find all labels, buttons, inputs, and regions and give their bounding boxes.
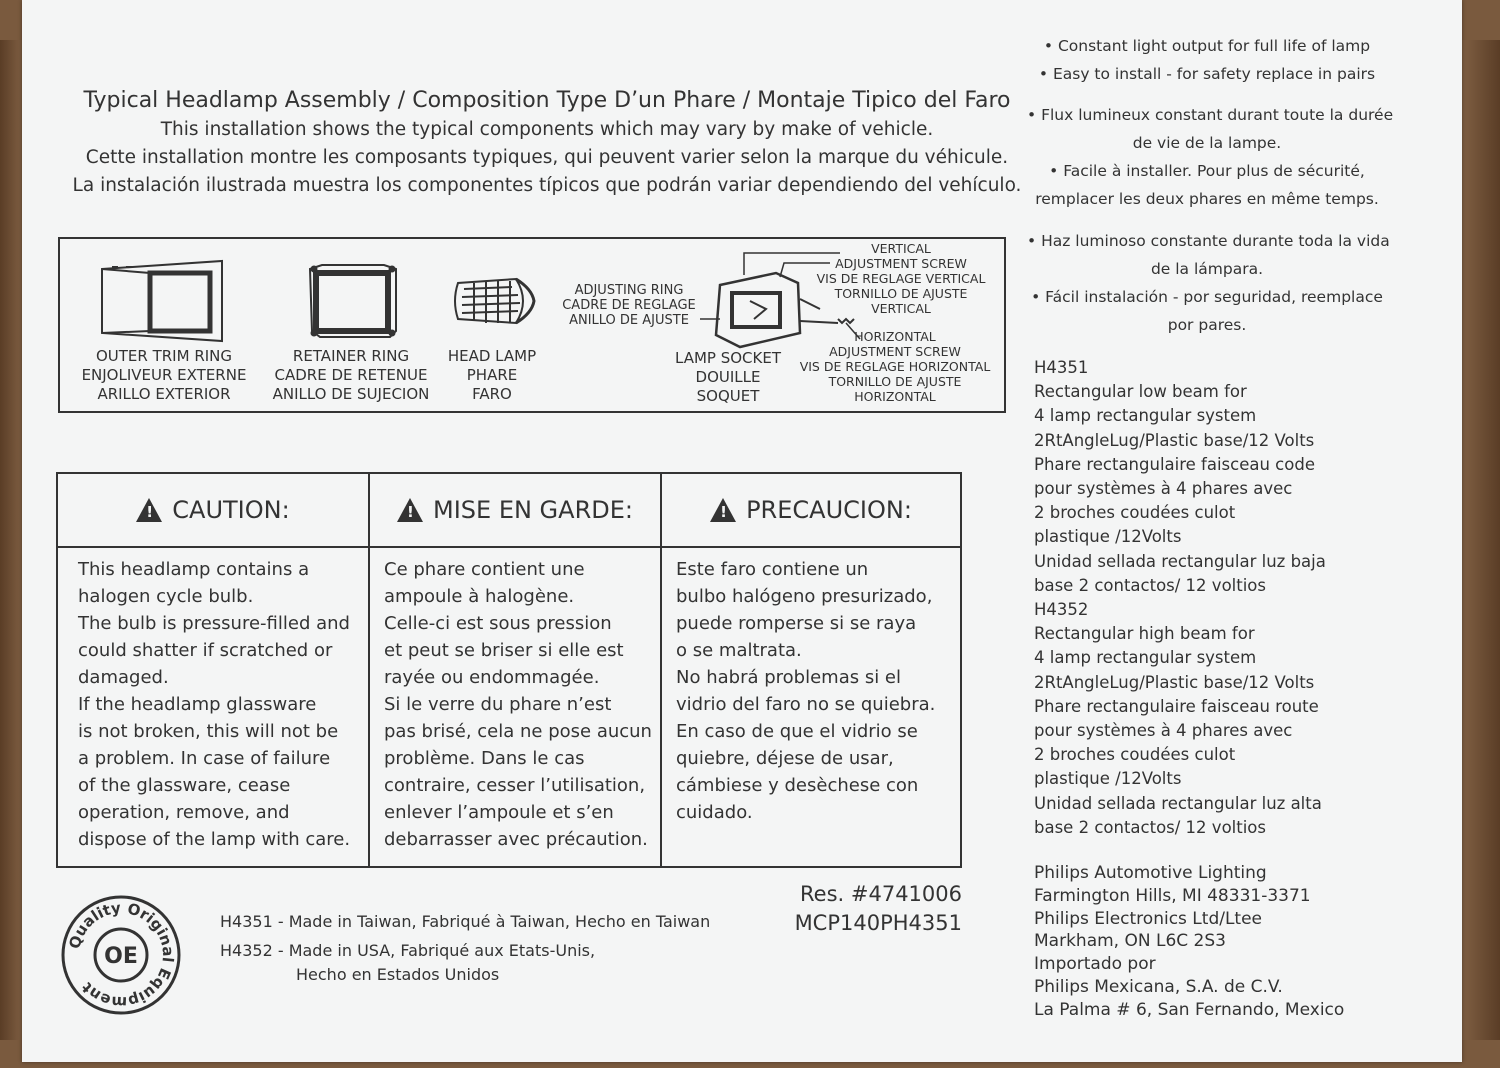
spec-line: Unidad sellada rectangular luz alta — [1034, 793, 1322, 813]
label-line: HORIZONTAL — [854, 329, 936, 344]
label-adjusting-ring — [554, 283, 704, 328]
caution-table — [56, 472, 962, 868]
intro-es: La instalación ilustrada muestra los componentes típicos que podrán variar dependiendo del vehículo. — [72, 175, 1022, 196]
features-fr — [1027, 101, 1394, 213]
caution-line: puede romperse si se raya — [676, 613, 917, 634]
caution-line: damaged. — [78, 667, 169, 688]
address-line: Philips Electronics Ltd/Ltee — [1034, 908, 1263, 929]
label-line: ARILLO EXTERIOR — [97, 385, 231, 403]
spec-line: base 2 contactos/ 12 voltios — [1034, 817, 1266, 837]
caution-title-es: PRECAUCION: — [746, 496, 912, 524]
feature-line: de la lámpara. — [1150, 260, 1264, 278]
address-line: Philips Automotive Lighting — [1034, 863, 1267, 883]
manufacturer-address — [1034, 862, 1344, 1022]
label-line: DOUILLE — [695, 368, 761, 386]
caution-line: could shatter if scratched or — [78, 640, 333, 661]
spec-line: 2 broches coudées culot — [1034, 745, 1236, 765]
caution-line: Si le verre du phare n’est — [384, 694, 612, 715]
label-line: ANILLO DE SUJECION — [272, 385, 430, 403]
feature-line: • Easy to install - for safety replace in pairs — [1038, 65, 1376, 83]
caution-heading-fr — [370, 474, 660, 548]
label-line: FARO — [472, 385, 512, 403]
caution-heading-en — [58, 474, 368, 548]
label-line: PHARE — [466, 366, 518, 384]
caution-line: This headlamp contains a — [78, 559, 310, 580]
label-line: VERTICAL — [871, 241, 931, 256]
spec-line: 4 lamp rectangular system — [1034, 406, 1257, 426]
head-lamp-drawing — [455, 279, 534, 323]
caution-line: debarrasser avec précaution. — [384, 829, 648, 850]
address-line: La Palma # 6, San Fernando, Mexico — [1034, 999, 1345, 1020]
caution-line: Ce phare contient une — [384, 559, 585, 580]
address-line: Markham, ON L6C 2S3 — [1034, 931, 1226, 952]
spec-list — [1034, 356, 1326, 840]
page-title: Typical Headlamp Assembly / Composition Type D’un Phare / Montaje Tipico del Faro — [83, 88, 1011, 113]
caution-line: cámbiese y desèchese con — [676, 775, 919, 796]
features-es — [1027, 227, 1390, 339]
label-outer-trim-ring — [66, 347, 262, 404]
caution-line: of the glassware, cease — [78, 775, 291, 796]
caution-heading-es — [662, 474, 960, 548]
caution-line: contraire, cesser l’utilisation, — [384, 775, 646, 796]
feature-line: • Fácil instalación - por seguridad, reemplace — [1031, 288, 1383, 306]
features-en — [1027, 32, 1387, 88]
label-horizontal-screw — [792, 329, 998, 404]
caution-col-en — [58, 474, 368, 866]
spec-line: Phare rectangulaire faisceau code — [1034, 454, 1315, 474]
caution-line: o se maltrata. — [676, 640, 802, 661]
seal-ring-text: Quality Original Equipment — [65, 898, 178, 1012]
made-in-h4351: H4351 - Made in Taiwan, Fabriqué à Taiwan, Hecho en Taiwan — [220, 912, 711, 931]
spec-line: H4352 — [1034, 600, 1089, 620]
caution-line: Este faro contiene un — [676, 559, 869, 580]
label-line: TORNILLO DE AJUSTE — [828, 374, 962, 389]
spec-line: H4351 — [1034, 358, 1089, 377]
made-in-h4352: H4352 - Made in USA, Fabriqué aux Etats-Unis, — [220, 941, 596, 960]
spec-line: 4 lamp rectangular system — [1034, 648, 1257, 668]
label-line: LAMP SOCKET — [675, 349, 781, 367]
label-line: ANILLO DE AJUSTE — [569, 313, 689, 328]
caution-line: quiebre, déjese de usar, — [676, 748, 894, 769]
label-line: SOQUET — [696, 387, 760, 405]
caution-col-fr — [370, 474, 660, 866]
caution-line: et peut se briser si elle est — [384, 640, 624, 661]
caution-text-fr — [384, 556, 654, 853]
caution-line: enlever l’ampoule et s’en — [384, 802, 614, 823]
label-line: HORIZONTAL — [854, 389, 936, 404]
caution-line: bulbo halógeno presurizado, — [676, 586, 933, 607]
label-line: VIS DE REGLAGE VERTICAL — [816, 271, 986, 286]
caution-line: problème. Dans le cas — [384, 748, 585, 769]
package-panel — [22, 0, 1462, 1062]
assembly-diagram — [58, 237, 1006, 413]
label-line: VIS DE REGLAGE HORIZONTAL — [799, 359, 991, 374]
warning-icon — [136, 498, 162, 522]
spec-line: Unidad sellada rectangular luz baja — [1034, 551, 1326, 571]
label-line: CADRE DE REGLAGE — [562, 298, 696, 313]
label-vertical-screw — [814, 241, 988, 316]
spec-line: 2 broches coudées culot — [1034, 503, 1236, 523]
spec-line: Phare rectangulaire faisceau route — [1034, 696, 1319, 716]
spec-line: 2RtAngleLug/Plastic base/12 Volts — [1034, 430, 1315, 450]
caution-text-en — [78, 556, 362, 853]
spec-line: plastique /12Volts — [1034, 769, 1182, 789]
retainer-ring-drawing — [310, 265, 396, 337]
res-number: Res. #4741006 — [800, 882, 962, 906]
label-line: TORNILLO DE AJUSTE — [834, 286, 968, 301]
caution-line: cuidado. — [676, 802, 753, 823]
caution-line: vidrio del faro no se quiebra. — [676, 694, 936, 715]
label-lamp-socket — [668, 349, 788, 406]
address-line: Importado por — [1034, 954, 1156, 975]
caution-title-fr: MISE EN GARDE: — [433, 496, 633, 524]
caution-line: is not broken, this will not be — [78, 721, 339, 742]
caution-line: The bulb is pressure-filled and — [78, 613, 350, 634]
label-line: ADJUSTMENT SCREW — [835, 256, 967, 271]
spec-line: pour systèmes à 4 phares avec — [1034, 721, 1293, 741]
label-line: HEAD LAMP — [447, 347, 537, 365]
intro-fr: Cette installation montre les composants typiques, qui peuvent varier selon la marque du véhicule. — [85, 147, 1009, 168]
product-codes — [762, 880, 962, 938]
caution-line: pas brisé, cela ne pose aucun — [384, 721, 652, 742]
label-line: ADJUSTMENT SCREW — [829, 344, 961, 359]
address-line: Philips Mexicana, S.A. de C.V. — [1034, 976, 1283, 997]
mcp-number: MCP140PH4351 — [794, 911, 962, 935]
feature-line: por pares. — [1167, 316, 1247, 334]
spec-line: Rectangular low beam for — [1034, 382, 1247, 402]
caution-line: a problem. In case of failure — [78, 748, 331, 769]
seal-center-text: OE — [104, 944, 138, 969]
caution-line: halogen cycle bulb. — [78, 586, 254, 607]
caution-line: If the headlamp glassware — [78, 694, 317, 715]
feature-line: • Facile à installer. Pour plus de sécurité, — [1049, 162, 1365, 180]
outer-trim-ring-drawing — [102, 261, 222, 341]
address-line: Farmington Hills, MI 48331-3371 — [1034, 885, 1311, 906]
caution-col-es — [662, 474, 960, 866]
spec-line: pour systèmes à 4 phares avec — [1034, 479, 1293, 499]
label-head-lamp — [440, 347, 544, 404]
caution-text-es — [676, 556, 954, 826]
caution-line: No habrá problemas si el — [676, 667, 901, 688]
spec-line: 2RtAngleLug/Plastic base/12 Volts — [1034, 672, 1315, 692]
label-line: VERTICAL — [871, 301, 931, 316]
feature-line: • Haz luminoso constante durante toda la vida — [1027, 232, 1390, 250]
feature-line: • Constant light output for full life of lamp — [1043, 37, 1371, 55]
intro-en: This installation shows the typical components which may vary by make of vehicle. — [160, 119, 934, 140]
caution-line: operation, remove, and — [78, 802, 290, 823]
feature-line: de vie de la lampe. — [1132, 134, 1282, 152]
caution-title-en: CAUTION: — [172, 496, 290, 524]
feature-line: remplacer les deux phares en même temps. — [1035, 190, 1379, 208]
caution-line: ampoule à halogène. — [384, 586, 575, 607]
made-in-h4352-cont: Hecho en Estados Unidos — [296, 965, 500, 984]
caution-line: rayée ou endommagée. — [384, 667, 600, 688]
spec-line: plastique /12Volts — [1034, 527, 1182, 547]
quality-oe-seal — [60, 894, 182, 1016]
label-line: OUTER TRIM RING — [95, 347, 233, 365]
warning-icon — [710, 498, 736, 522]
warning-icon — [397, 498, 423, 522]
feature-line: • Flux lumineux constant durant toute la durée — [1027, 106, 1394, 124]
label-line: ENJOLIVEUR EXTERNE — [81, 366, 247, 384]
label-retainer-ring — [260, 347, 442, 404]
spec-line: Rectangular high beam for — [1034, 624, 1255, 644]
caution-line: En caso de que el vidrio se — [676, 721, 918, 742]
label-line: ADJUSTING RING — [574, 283, 684, 298]
caution-line: Celle-ci est sous pression — [384, 613, 612, 634]
caution-line: dispose of the lamp with care. — [78, 829, 351, 850]
label-line: CADRE DE RETENUE — [274, 366, 428, 384]
spec-line: base 2 contactos/ 12 voltios — [1034, 575, 1266, 595]
label-line: RETAINER RING — [292, 347, 410, 365]
